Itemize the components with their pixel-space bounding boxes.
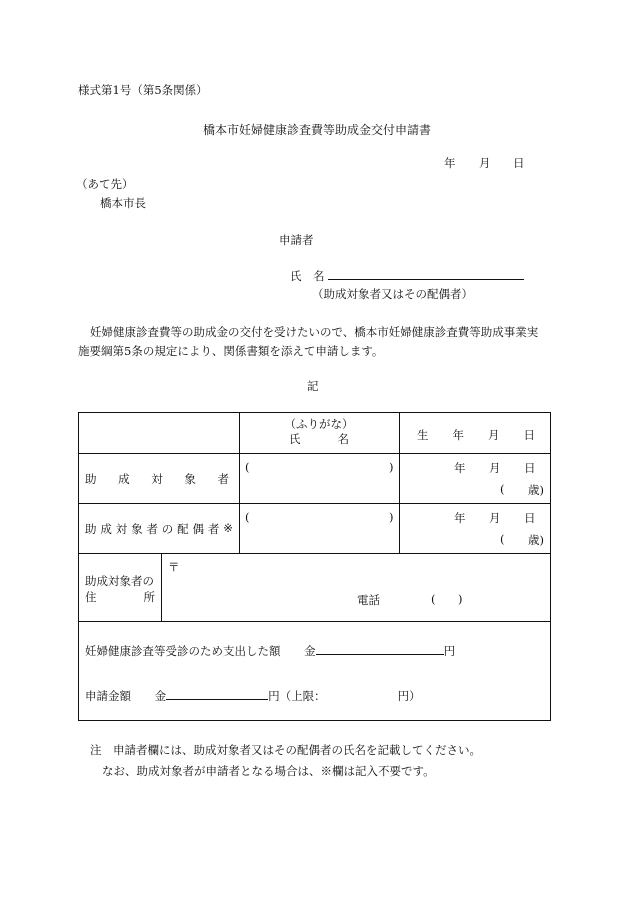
date-year-label: 年 xyxy=(444,156,456,170)
spouse-birthdate-field[interactable]: 年 月 日 ( 歳) xyxy=(454,511,544,547)
date-month-label: 月 xyxy=(479,156,491,170)
header-name: 氏 名 xyxy=(289,432,349,446)
application-amount-label: 申請金額 xyxy=(85,689,131,703)
subject-name-field[interactable]: ( ) xyxy=(245,460,394,474)
expense-label: 妊婦健康診査等受診のため支出した額 xyxy=(85,644,281,658)
note-line1: 注 申請者欄には、助成対象者又はその配偶者の氏名を記載してください。 xyxy=(90,743,481,757)
header-birthdate: 生 年 月 日 xyxy=(417,428,535,442)
applicant-name-note: （助成対象者又はその配偶者） xyxy=(312,287,473,301)
application-amount-field[interactable] xyxy=(166,687,268,700)
application-amount-row: 申請金額 金 円（上限： 円） xyxy=(85,689,421,703)
expense-row: 妊婦健康診査等受診のため支出した額 金 円 xyxy=(85,644,456,658)
postal-mark: 〒 xyxy=(168,560,180,574)
address-field[interactable]: 〒 電話 ( ) xyxy=(168,560,463,607)
applicant-name-field[interactable] xyxy=(328,267,524,280)
spouse-name-field[interactable]: ( ) xyxy=(245,510,394,524)
document-title: 橋本市妊婦健康診査費等助成金交付申請書 xyxy=(203,123,432,137)
date-day-label: 日 xyxy=(513,156,525,170)
note-line2: なお、助成対象者が申請者となる場合は、※欄は記入不要です。 xyxy=(102,764,435,778)
row-subject-label: 助 成 対 象 者 xyxy=(85,472,229,486)
expense-amount-field[interactable] xyxy=(316,642,444,655)
applicant-name-label: 氏 名 xyxy=(290,269,325,283)
phone-label: 電話 xyxy=(357,593,380,607)
addressee-name: 橋本市長 xyxy=(100,196,146,210)
form-number: 様式第1号（第5条関係） xyxy=(78,83,208,97)
body-text-line2: 施要綱第5条の規定により、関係書類を添えて申請します。 xyxy=(78,344,384,358)
header-name-cell xyxy=(239,417,399,447)
row-address-label: 助成対象者の 住 所 xyxy=(85,574,155,604)
applicant-name-row xyxy=(290,267,524,284)
row-spouse-label: 助 成 対 象 者 の 配 偶 者 ※ xyxy=(85,521,233,536)
subject-birthdate-field[interactable]: 年 月 日 ( 歳) xyxy=(454,461,544,497)
body-text-line1: 妊婦健康診査費等の助成金の交付を受けたいので、橋本市妊婦健康診査費等助成事業実 xyxy=(90,325,539,339)
addressee-label: （あて先） xyxy=(76,177,134,191)
application-table xyxy=(78,412,551,721)
applicant-label: 申請者 xyxy=(279,233,314,247)
ki-heading: 記 xyxy=(307,379,319,393)
header-furigana: （ふりがな） xyxy=(284,417,354,431)
